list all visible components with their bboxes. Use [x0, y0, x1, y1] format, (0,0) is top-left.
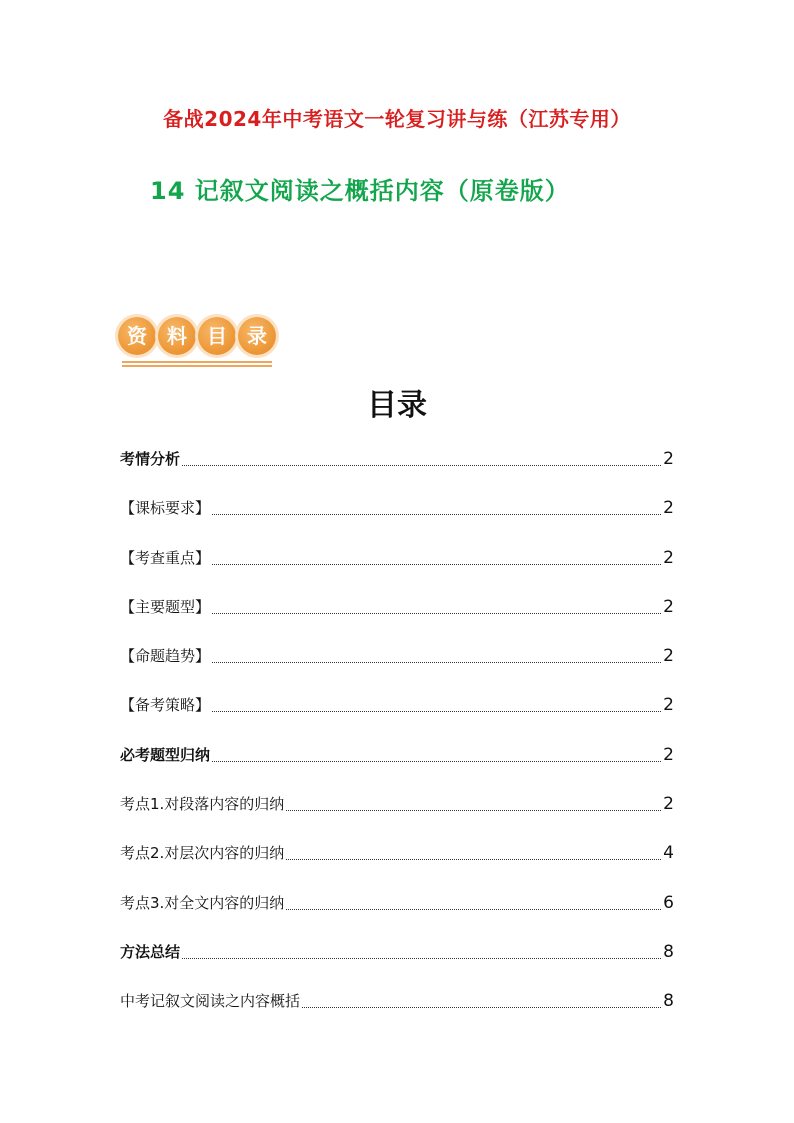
toc-entry[interactable]	[120, 496, 674, 545]
toc-dot-leader	[286, 891, 661, 910]
toc-entry-page: 2	[663, 794, 674, 815]
toc-entry[interactable]	[120, 940, 674, 989]
toc-dot-leader	[286, 841, 661, 860]
badge-underline-2	[122, 365, 272, 367]
toc-entry-label: 必考题型归纳	[120, 745, 211, 764]
badge-char-3: 目	[198, 317, 236, 355]
badge-char-1: 资	[118, 317, 156, 355]
toc-entry[interactable]	[120, 447, 674, 496]
toc-entry[interactable]	[120, 595, 674, 644]
toc-entry-page: 2	[663, 596, 674, 617]
toc-entry-page: 4	[663, 843, 674, 864]
toc-entry[interactable]	[120, 792, 674, 841]
toc-entry-label: 考点3.对全文内容的归纳	[120, 893, 285, 912]
toc-entry-label: 【主要题型】	[120, 597, 211, 616]
toc-dot-leader	[212, 743, 661, 762]
toc-entry[interactable]	[120, 644, 674, 693]
toc-entry-label: 考点1.对段落内容的归纳	[120, 795, 285, 814]
toc-entry-page: 2	[663, 646, 674, 667]
table-of-contents	[120, 447, 674, 1039]
document-subtitle: 14 记叙文阅读之概括内容（原卷版）	[150, 177, 570, 205]
toc-dot-leader	[182, 940, 661, 959]
toc-entry-page: 2	[663, 547, 674, 568]
toc-entry-label: 中考记叙文阅读之内容概括	[120, 992, 301, 1011]
toc-entry-label: 【命题趋势】	[120, 647, 211, 666]
toc-dot-leader	[302, 989, 661, 1008]
toc-dot-leader	[286, 792, 661, 811]
toc-entry-page: 8	[663, 941, 674, 962]
toc-entry-label: 考点2.对层次内容的归纳	[120, 844, 285, 863]
toc-entry-label: 【考查重点】	[120, 548, 211, 567]
toc-entry-page: 2	[663, 744, 674, 765]
toc-entry-page: 2	[663, 449, 674, 469]
contents-badge	[118, 313, 278, 367]
toc-dot-leader	[212, 693, 661, 712]
toc-entry-page: 2	[663, 498, 674, 519]
toc-dot-leader	[212, 546, 661, 565]
badge-char-2: 料	[158, 317, 196, 355]
badge-char-4: 录	[238, 317, 276, 355]
toc-dot-leader	[182, 447, 661, 466]
toc-dot-leader	[212, 644, 661, 663]
toc-dot-leader	[212, 595, 661, 614]
toc-entry-page: 2	[663, 695, 674, 716]
toc-entry-label: 方法总结	[120, 942, 181, 961]
toc-entry-label: 【备考策略】	[120, 696, 211, 715]
toc-dot-leader	[212, 496, 661, 515]
toc-entry-page: 8	[663, 991, 674, 1012]
toc-entry-label: 【课标要求】	[120, 499, 211, 518]
toc-entry[interactable]	[120, 891, 674, 940]
badge-underline-1	[122, 361, 272, 363]
toc-entry-page: 6	[663, 892, 674, 913]
document-title: 备战2024年中考语文一轮复习讲与练（江苏专用）	[163, 107, 631, 131]
toc-entry[interactable]	[120, 546, 674, 595]
toc-entry[interactable]	[120, 743, 674, 792]
toc-entry[interactable]	[120, 989, 674, 1038]
toc-entry[interactable]	[120, 841, 674, 890]
toc-entry[interactable]	[120, 693, 674, 742]
toc-heading: 目录	[367, 388, 427, 423]
toc-entry-label: 考情分析	[120, 450, 181, 468]
